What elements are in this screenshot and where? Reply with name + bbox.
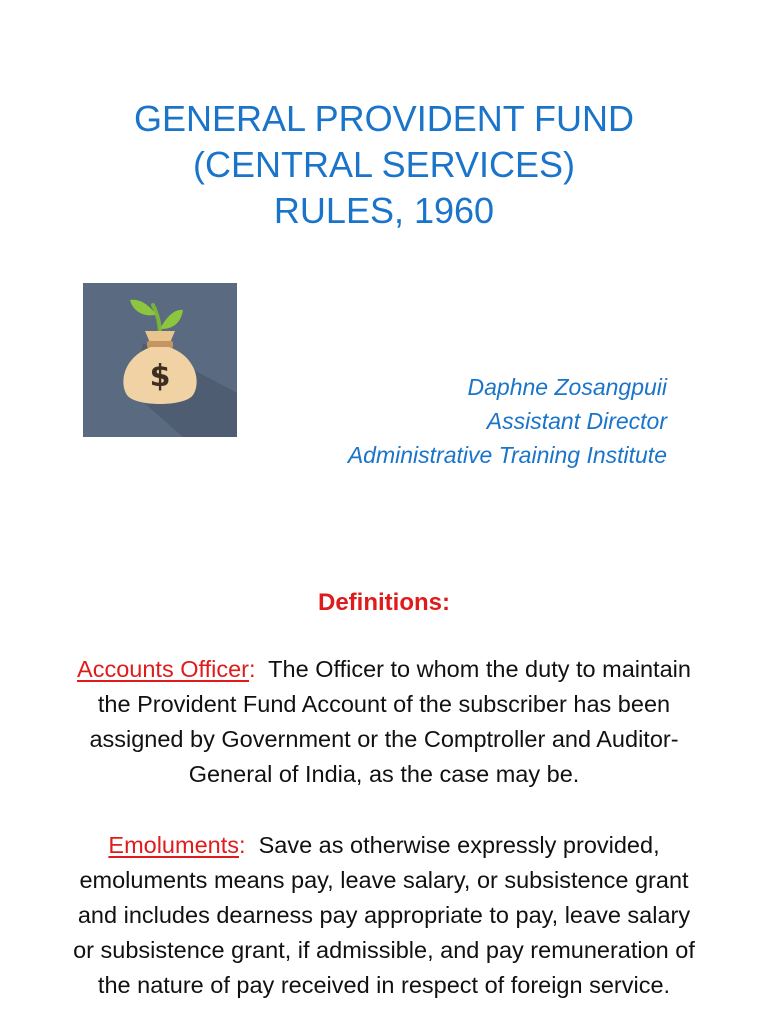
title-line-2: (CENTRAL SERVICES) — [192, 144, 576, 185]
definitions-list — [70, 652, 702, 1024]
leaf-right-icon — [161, 310, 183, 329]
definition-term: Emoluments — [108, 832, 239, 858]
definition-term: Accounts Officer — [77, 656, 250, 682]
dollar-sign: $ — [149, 359, 171, 394]
author-organization: Administrative Training Institute — [347, 442, 667, 468]
definition-item — [70, 652, 698, 792]
definition-text: Save as otherwise expressly provided, emoluments means pay, leave salary, or subsistence grant and includes dearness pay appropriate to pay, leave salary or subsistence grant, if admissible, and pay remuneration of the nature of pay received in respect of foreign service. — [73, 832, 702, 998]
author-block — [348, 370, 667, 472]
author-designation: Assistant Director — [486, 408, 667, 434]
title-line-3: RULES, 1960 — [273, 190, 495, 231]
definition-item — [70, 828, 702, 1003]
section-heading: Definitions: — [318, 589, 450, 616]
definition-colon: : — [249, 656, 256, 682]
leaf-left-icon — [130, 300, 155, 316]
document-title — [0, 96, 768, 234]
definition-text: The Officer to whom the duty to maintain the Provident Fund Account of the subscriber has been assigned by Government or the Comptroller and Auditor-General of India, as the case may be. — [89, 656, 698, 787]
title-line-1: GENERAL PROVIDENT FUND — [133, 98, 635, 139]
author-name: Daphne Zosangpuii — [467, 374, 667, 400]
definition-colon: : — [239, 832, 246, 858]
money-bag-logo — [83, 283, 237, 437]
